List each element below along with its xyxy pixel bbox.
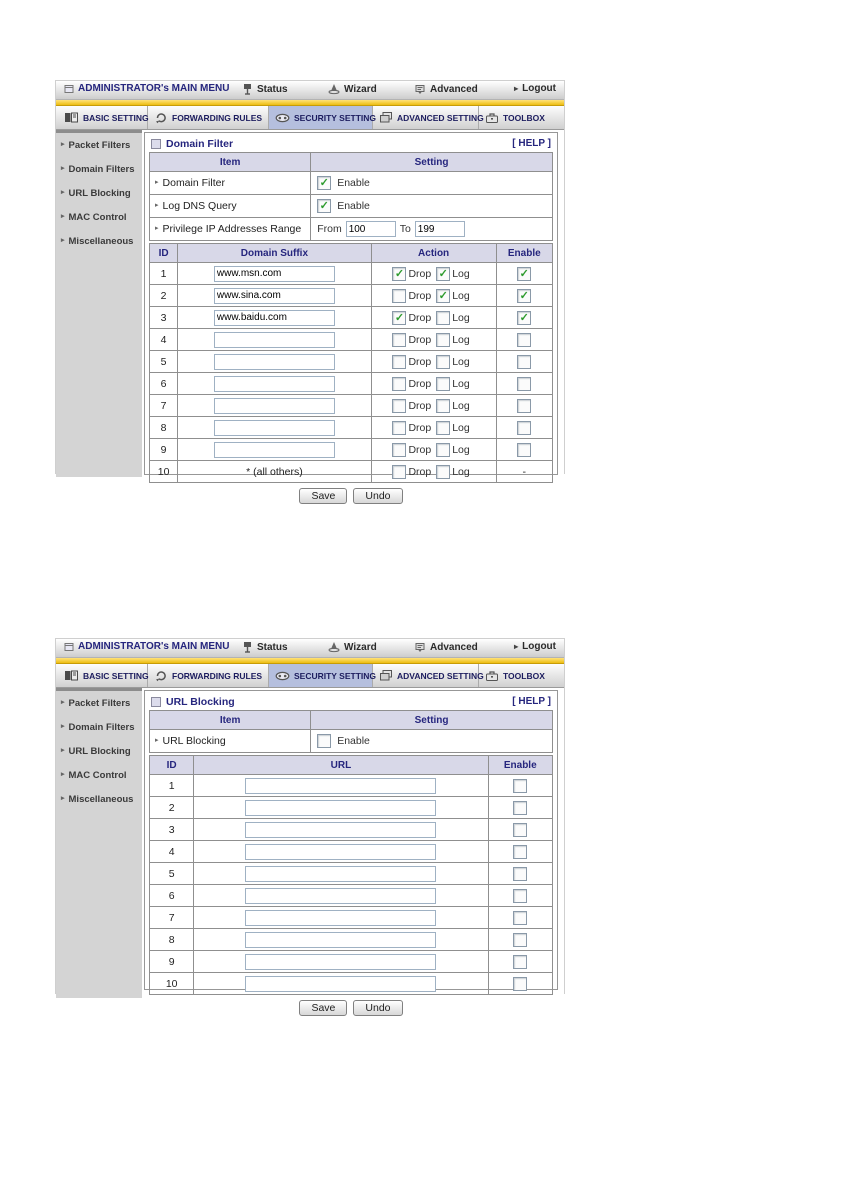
bullet-arrow-icon: ▸ — [155, 202, 159, 209]
log-label: Log — [452, 377, 470, 390]
sidebar-item-mac-control[interactable] — [56, 763, 142, 787]
drop-checkbox[interactable]: ✓ — [392, 311, 406, 325]
col-header-url: URL — [194, 756, 488, 775]
bullet-arrow-icon: ▸ — [155, 225, 159, 232]
url-input[interactable] — [245, 822, 436, 838]
row-id: 7 — [150, 395, 178, 417]
tab-bar — [56, 664, 564, 688]
screenshot-domain-filter — [55, 80, 565, 502]
col-header-enable: Enable — [488, 756, 552, 775]
sidebar-item-domain-filters[interactable] — [56, 157, 142, 181]
enable-checkbox[interactable] — [513, 779, 527, 793]
drop-label: Drop — [408, 377, 432, 390]
sidebar-label: Packet Filters — [68, 697, 131, 709]
row-id: 9 — [150, 439, 178, 461]
url-blocking-table — [149, 755, 553, 995]
bullet-arrow-icon: ▸ — [61, 699, 65, 706]
sidebar — [56, 688, 142, 998]
log-checkbox[interactable] — [436, 399, 450, 413]
log-checkbox[interactable] — [436, 311, 450, 325]
log-label: Log — [452, 311, 470, 324]
domain-suffix-input[interactable] — [214, 354, 335, 370]
table-row — [150, 973, 553, 995]
main-menu-bar — [56, 81, 564, 100]
domain-suffix-input[interactable] — [214, 376, 335, 392]
tab-advanced-setting[interactable] — [373, 664, 484, 687]
enable-checkbox[interactable]: ✓ — [517, 289, 531, 303]
sidebar — [56, 130, 142, 477]
sidebar-label: MAC Control — [68, 211, 127, 223]
all-others-label: * (all others) — [178, 461, 371, 483]
tab-forwarding-label: FORWARDING RULES — [172, 112, 263, 123]
enable-checkbox[interactable] — [517, 377, 531, 391]
advanced-label: Advanced — [430, 83, 478, 95]
advanced-setting-icon — [379, 669, 393, 682]
tab-basic-setting[interactable] — [58, 106, 148, 129]
drop-checkbox[interactable] — [392, 333, 406, 347]
tab-basic-setting[interactable] — [58, 664, 148, 687]
log-label: Log — [452, 399, 470, 412]
table-row — [150, 351, 553, 373]
enable-checkbox[interactable] — [513, 933, 527, 947]
enable-checkbox[interactable]: ✓ — [517, 311, 531, 325]
table-row — [150, 929, 553, 951]
bullet-arrow-icon: ▸ — [61, 189, 65, 196]
sidebar-item-miscellaneous[interactable] — [56, 787, 142, 811]
tab-advanced-setting-label: ADVANCED SETTING — [397, 670, 484, 681]
bullet-arrow-icon: ▸ — [61, 771, 65, 778]
settings-table — [149, 710, 553, 753]
range-to-input[interactable] — [415, 221, 465, 237]
menu-item-status[interactable] — [242, 641, 288, 653]
enable-checkbox[interactable] — [513, 867, 527, 881]
drop-checkbox[interactable] — [392, 421, 406, 435]
drop-label: Drop — [408, 333, 432, 346]
col-header-action: Action — [371, 244, 496, 263]
enable-checkbox[interactable] — [513, 911, 527, 925]
window-icon — [64, 642, 74, 652]
enable-checkbox[interactable] — [513, 823, 527, 837]
drop-checkbox[interactable] — [392, 289, 406, 303]
drop-label: Drop — [408, 465, 432, 478]
bullet-arrow-icon: ▸ — [155, 179, 159, 186]
page-title: URL Blocking — [166, 695, 235, 708]
drop-label: Drop — [408, 443, 432, 456]
logout-label: Logout — [522, 641, 556, 652]
basic-setting-icon — [64, 111, 79, 124]
enable-label: Enable — [337, 200, 370, 212]
screenshot-url-blocking — [55, 638, 565, 1014]
security-setting-icon — [275, 670, 290, 682]
tab-bar — [56, 106, 564, 130]
menu-item-status[interactable] — [242, 83, 288, 95]
bullet-arrow-icon: ▸ — [61, 747, 65, 754]
tab-forwarding-label: FORWARDING RULES — [172, 670, 263, 681]
row-id: 8 — [150, 929, 194, 951]
col-header-id: ID — [150, 244, 178, 263]
table-row — [150, 395, 553, 417]
menu-item-logout[interactable] — [514, 641, 556, 652]
sidebar-label: URL Blocking — [68, 745, 131, 757]
bullet-arrow-icon: ▸ — [61, 213, 65, 220]
enable-checkbox[interactable] — [513, 845, 527, 859]
domain-filter-table — [149, 243, 553, 483]
tab-forwarding-rules[interactable] — [148, 106, 269, 129]
content-panel — [144, 132, 558, 502]
enable-checkbox[interactable] — [517, 421, 531, 435]
range-from-input[interactable] — [346, 221, 396, 237]
col-header-setting: Setting — [311, 153, 553, 172]
logout-arrow-icon: ▸ — [514, 641, 519, 651]
col-header-enable: Enable — [496, 244, 552, 263]
log-checkbox[interactable] — [436, 333, 450, 347]
row-id: 6 — [150, 885, 194, 907]
setting-row-privilege-range — [150, 218, 553, 241]
bullet-arrow-icon: ▸ — [61, 141, 65, 148]
panel-square-icon — [151, 697, 161, 707]
sidebar-item-domain-filters[interactable] — [56, 715, 142, 739]
wizard-icon — [328, 83, 340, 95]
logout-label: Logout — [522, 83, 556, 94]
enable-checkbox[interactable]: ✓ — [517, 267, 531, 281]
col-header-id: ID — [150, 756, 194, 775]
settings-table — [149, 152, 553, 241]
enable-checkbox[interactable] — [517, 355, 531, 369]
sidebar-label: Miscellaneous — [68, 793, 134, 805]
advanced-icon — [414, 83, 426, 95]
menu-item-advanced[interactable] — [414, 641, 478, 653]
log-label: Log — [452, 355, 470, 368]
tab-toolbox[interactable] — [479, 106, 564, 129]
table-row — [150, 863, 553, 885]
row-id: 1 — [150, 263, 178, 285]
log-checkbox[interactable] — [436, 443, 450, 457]
table-row — [150, 329, 553, 351]
table-row — [150, 285, 553, 307]
table-row — [150, 951, 553, 973]
table-row-all-others — [150, 461, 553, 483]
bullet-arrow-icon: ▸ — [61, 237, 65, 244]
tab-toolbox[interactable] — [479, 664, 564, 687]
domain-suffix-input[interactable] — [214, 420, 335, 436]
tab-security-label: SECURITY SETTING — [294, 670, 377, 681]
table-row — [150, 417, 553, 439]
sidebar-label: Packet Filters — [68, 139, 131, 151]
col-header-item: Item — [150, 711, 311, 730]
table-row — [150, 841, 553, 863]
enable-checkbox[interactable] — [517, 443, 531, 457]
drop-checkbox[interactable]: ✓ — [392, 267, 406, 281]
drop-checkbox[interactable] — [392, 355, 406, 369]
tab-security-setting[interactable] — [269, 106, 377, 129]
table-row — [150, 797, 553, 819]
url-input[interactable] — [245, 932, 436, 948]
menu-item-wizard[interactable] — [328, 641, 377, 653]
drop-label: Drop — [408, 267, 432, 280]
row-id: 3 — [150, 307, 178, 329]
button-row — [149, 1000, 553, 1016]
tab-basic-label: BASIC SETTING — [83, 670, 149, 681]
drop-checkbox[interactable] — [392, 377, 406, 391]
main-menu-bar — [56, 639, 564, 658]
row-id: 1 — [150, 775, 194, 797]
url-input[interactable] — [245, 800, 436, 816]
row-id: 8 — [150, 417, 178, 439]
tab-toolbox-label: TOOLBOX — [503, 112, 545, 123]
row-id: 3 — [150, 819, 194, 841]
tab-forwarding-rules[interactable] — [148, 664, 269, 687]
panel-square-icon — [151, 139, 161, 149]
log-checkbox[interactable] — [436, 377, 450, 391]
drop-checkbox[interactable] — [392, 443, 406, 457]
undo-button[interactable]: Undo — [353, 1000, 402, 1016]
enable-checkbox[interactable] — [517, 399, 531, 413]
admin-menu-title: ADMINISTRATOR's MAIN MENU — [78, 83, 230, 94]
row-id: 10 — [150, 461, 178, 483]
domain-suffix-input[interactable] — [214, 332, 335, 348]
security-setting-icon — [275, 112, 290, 124]
url-input[interactable] — [245, 844, 436, 860]
domain-suffix-input[interactable] — [214, 442, 335, 458]
table-row — [150, 819, 553, 841]
row-id: 10 — [150, 973, 194, 995]
status-label: Status — [257, 641, 288, 653]
col-header-setting: Setting — [311, 711, 553, 730]
row-id: 6 — [150, 373, 178, 395]
advanced-label: Advanced — [430, 641, 478, 653]
screen-body — [56, 130, 564, 502]
log-label: Log — [452, 443, 470, 456]
basic-setting-icon — [64, 669, 79, 682]
drop-label: Drop — [408, 399, 432, 412]
domain-suffix-input[interactable] — [214, 288, 335, 304]
bullet-arrow-icon: ▸ — [155, 737, 159, 744]
url-input[interactable] — [245, 778, 436, 794]
enable-dash: - — [496, 461, 552, 483]
bullet-arrow-icon: ▸ — [61, 795, 65, 802]
domain-suffix-input[interactable] — [214, 266, 335, 282]
status-icon — [242, 641, 253, 653]
log-label: Log — [452, 421, 470, 434]
admin-menu-title: ADMINISTRATOR's MAIN MENU — [78, 641, 230, 652]
log-checkbox[interactable] — [436, 421, 450, 435]
screen-body — [56, 688, 564, 1014]
sidebar-label: Domain Filters — [68, 721, 135, 733]
enable-checkbox[interactable] — [513, 955, 527, 969]
help-link[interactable]: [ HELP ] — [512, 696, 551, 707]
log-checkbox[interactable]: ✓ — [436, 289, 450, 303]
tab-advanced-setting-label: ADVANCED SETTING — [397, 112, 484, 123]
save-button[interactable]: Save — [299, 488, 347, 504]
setting-label: Log DNS Query — [162, 200, 237, 212]
setting-label: Domain Filter — [162, 177, 225, 189]
log-label: Log — [452, 289, 470, 302]
domain-suffix-input[interactable] — [214, 398, 335, 414]
setting-label: Privilege IP Addresses Range — [162, 223, 302, 235]
sidebar-label: MAC Control — [68, 769, 127, 781]
page-title: Domain Filter — [166, 137, 234, 150]
drop-label: Drop — [408, 311, 432, 324]
enable-checkbox[interactable] — [517, 333, 531, 347]
menu-item-advanced[interactable] — [414, 83, 478, 95]
log-checkbox[interactable] — [436, 465, 450, 479]
drop-label: Drop — [408, 421, 432, 434]
bullet-arrow-icon: ▸ — [61, 723, 65, 730]
wizard-icon — [328, 641, 340, 653]
url-blocking-enable-checkbox[interactable] — [317, 734, 331, 748]
status-icon — [242, 83, 253, 95]
log-checkbox[interactable]: ✓ — [436, 267, 450, 281]
toolbox-icon — [485, 111, 499, 124]
setting-row-domain-filter — [150, 172, 553, 195]
domain-filter-enable-checkbox[interactable]: ✓ — [317, 176, 331, 190]
row-id: 2 — [150, 285, 178, 307]
help-link[interactable]: [ HELP ] — [512, 138, 551, 149]
row-id: 7 — [150, 907, 194, 929]
row-id: 4 — [150, 329, 178, 351]
advanced-setting-icon — [379, 111, 393, 124]
log-checkbox[interactable] — [436, 355, 450, 369]
url-input[interactable] — [245, 976, 436, 992]
sidebar-label: URL Blocking — [68, 187, 131, 199]
admin-main-menu — [64, 83, 229, 94]
tab-security-setting[interactable] — [269, 664, 377, 687]
to-label: To — [399, 223, 411, 235]
toolbox-icon — [485, 669, 499, 682]
row-id: 4 — [150, 841, 194, 863]
table-row — [150, 373, 553, 395]
log-label: Log — [452, 333, 470, 346]
sidebar-item-packet-filters[interactable] — [56, 691, 142, 715]
sidebar-item-miscellaneous[interactable] — [56, 229, 142, 253]
drop-checkbox[interactable] — [392, 399, 406, 413]
sidebar-item-packet-filters[interactable] — [56, 133, 142, 157]
col-header-item: Item — [150, 153, 311, 172]
table-row — [150, 307, 553, 329]
bullet-arrow-icon: ▸ — [61, 165, 65, 172]
wizard-label: Wizard — [344, 83, 377, 95]
enable-checkbox[interactable] — [513, 889, 527, 903]
tab-basic-label: BASIC SETTING — [83, 112, 149, 123]
url-input[interactable] — [245, 866, 436, 882]
log-dns-enable-checkbox[interactable]: ✓ — [317, 199, 331, 213]
row-id: 2 — [150, 797, 194, 819]
table-row — [150, 775, 553, 797]
log-label: Log — [452, 267, 470, 280]
table-row — [150, 439, 553, 461]
sidebar-item-mac-control[interactable] — [56, 205, 142, 229]
forwarding-rules-icon — [154, 669, 168, 682]
setting-label: URL Blocking — [162, 735, 226, 747]
enable-checkbox[interactable] — [513, 801, 527, 815]
enable-label: Enable — [337, 735, 370, 747]
drop-label: Drop — [408, 289, 432, 302]
domain-suffix-input[interactable] — [214, 310, 335, 326]
menu-item-wizard[interactable] — [328, 83, 377, 95]
sidebar-label: Miscellaneous — [68, 235, 134, 247]
setting-row-log-dns — [150, 195, 553, 218]
menu-item-logout[interactable] — [514, 83, 556, 94]
url-input[interactable] — [245, 954, 436, 970]
table-row — [150, 885, 553, 907]
status-label: Status — [257, 83, 288, 95]
save-button[interactable]: Save — [299, 1000, 347, 1016]
url-input[interactable] — [245, 888, 436, 904]
tab-security-label: SECURITY SETTING — [294, 112, 377, 123]
sidebar-label: Domain Filters — [68, 163, 135, 175]
advanced-icon — [414, 641, 426, 653]
setting-row-url-blocking — [150, 730, 553, 753]
tab-advanced-setting[interactable] — [373, 106, 484, 129]
table-row — [150, 907, 553, 929]
enable-checkbox[interactable] — [513, 977, 527, 991]
window-icon — [64, 84, 74, 94]
logout-arrow-icon: ▸ — [514, 83, 519, 93]
row-id: 5 — [150, 351, 178, 373]
undo-button[interactable]: Undo — [353, 488, 402, 504]
enable-label: Enable — [337, 177, 370, 189]
panel-title-row — [149, 135, 553, 152]
url-input[interactable] — [245, 910, 436, 926]
log-label: Log — [452, 465, 470, 478]
row-id: 9 — [150, 951, 194, 973]
tab-toolbox-label: TOOLBOX — [503, 670, 545, 681]
col-header-domain-suffix: Domain Suffix — [178, 244, 371, 263]
sidebar-item-url-blocking[interactable] — [56, 181, 142, 205]
button-row — [149, 488, 553, 504]
wizard-label: Wizard — [344, 641, 377, 653]
panel-title-row — [149, 693, 553, 710]
drop-checkbox[interactable] — [392, 465, 406, 479]
table-row — [150, 263, 553, 285]
admin-main-menu — [64, 641, 229, 652]
sidebar-item-url-blocking[interactable] — [56, 739, 142, 763]
row-id: 5 — [150, 863, 194, 885]
content-panel — [144, 690, 558, 1014]
forwarding-rules-icon — [154, 111, 168, 124]
drop-label: Drop — [408, 355, 432, 368]
from-label: From — [317, 223, 342, 235]
